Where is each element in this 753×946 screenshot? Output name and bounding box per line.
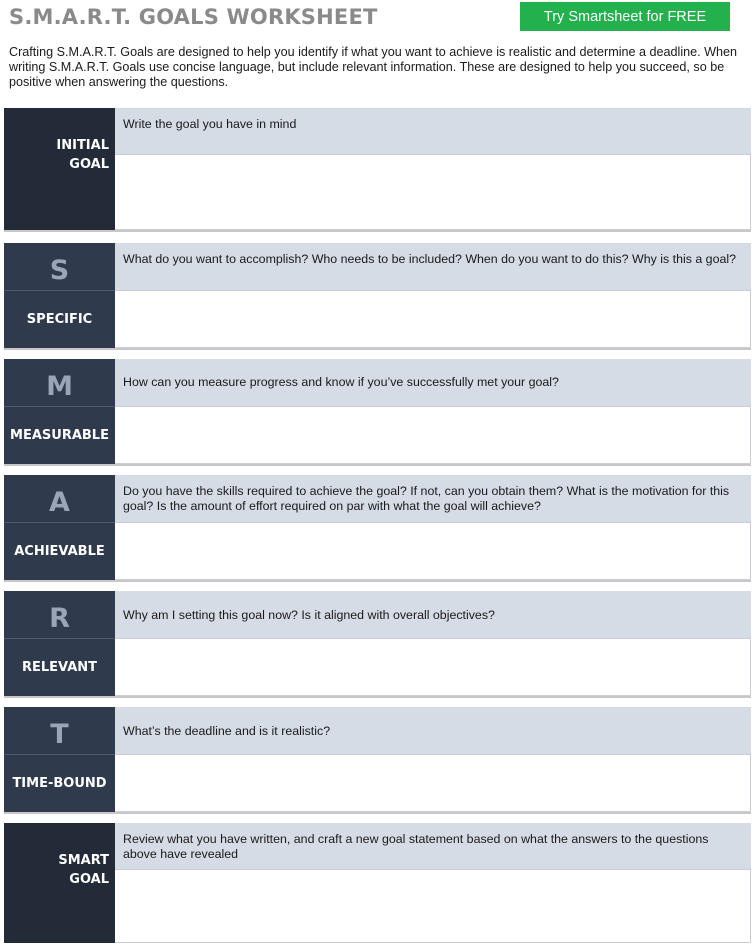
section-letter: T (50, 719, 69, 750)
answer-field-initial-goal[interactable] (115, 154, 751, 230)
section-label-panel (4, 591, 115, 696)
question-prompt: How can you measure progress and know if you’ve successfully met your goal? (115, 359, 751, 406)
section-label: ACHIEVABLE (14, 544, 105, 559)
section-achievable (4, 475, 751, 582)
label-line-2: GOAL (69, 872, 109, 887)
section-label (56, 136, 109, 174)
answer-field-measurable[interactable] (115, 406, 751, 464)
section-label-panel (4, 108, 115, 230)
section-letter: S (49, 255, 70, 286)
label-line-1: SMART (58, 853, 109, 868)
answer-field-time-bound[interactable] (115, 754, 751, 812)
section-measurable (4, 359, 751, 466)
answer-field-specific[interactable] (115, 290, 751, 348)
section-smart-goal (4, 823, 751, 943)
section-letter: R (49, 603, 70, 634)
section-label-panel (4, 243, 115, 348)
section-label: MEASURABLE (10, 428, 109, 443)
label-divider (4, 754, 115, 755)
label-line-2: GOAL (69, 157, 109, 172)
question-prompt: Do you have the skills required to achieve the goal? If not, can you obtain them? What is the motivation for this goal? Is the amount of effort required on par with what the goal will achieve? (115, 475, 751, 522)
section-label-panel (4, 359, 115, 464)
section-label-panel (4, 823, 115, 943)
section-label: SPECIFIC (26, 312, 93, 327)
label-divider (4, 290, 115, 291)
question-prompt: Write the goal you have in mind (115, 108, 751, 154)
section-label (58, 851, 109, 889)
label-line-1: INITIAL (56, 138, 109, 153)
section-specific (4, 243, 751, 350)
section-letter: A (49, 487, 70, 518)
answer-field-relevant[interactable] (115, 638, 751, 696)
question-prompt: What do you want to accomplish? Who needs to be included? When do you want to do this? Why is this a goal? (115, 243, 751, 290)
answer-field-achievable[interactable] (115, 522, 751, 580)
section-label: RELEVANT (21, 660, 98, 675)
answer-field-smart-goal[interactable] (115, 869, 751, 943)
section-initial-goal (4, 108, 751, 232)
question-prompt: What’s the deadline and is it realistic? (115, 707, 751, 754)
try-smartsheet-button[interactable]: Try Smartsheet for FREE (520, 2, 730, 31)
label-divider (4, 406, 115, 407)
question-prompt: Review what you have written, and craft a new goal statement based on what the answers to the questions above have revealed (115, 823, 751, 869)
section-label-panel (4, 707, 115, 812)
intro-text: Crafting S.M.A.R.T. Goals are designed to help you identify if what you want to achieve is realistic and determine a deadline. When writing S.M.A.R.T. Goals use concise language, but include relevant information. These are designed to help you succeed, so be positive when answering the questions. (9, 45, 738, 89)
section-label-panel (4, 475, 115, 580)
label-divider (4, 522, 115, 523)
question-prompt: Why am I setting this goal now? Is it aligned with overall objectives? (115, 591, 751, 638)
section-time-bound (4, 707, 751, 814)
section-letter: M (46, 371, 73, 402)
section-label: TIME-BOUND (12, 776, 107, 791)
section-relevant (4, 591, 751, 698)
label-divider (4, 638, 115, 639)
page-title: S.M.A.R.T. GOALS WORKSHEET (9, 5, 378, 29)
